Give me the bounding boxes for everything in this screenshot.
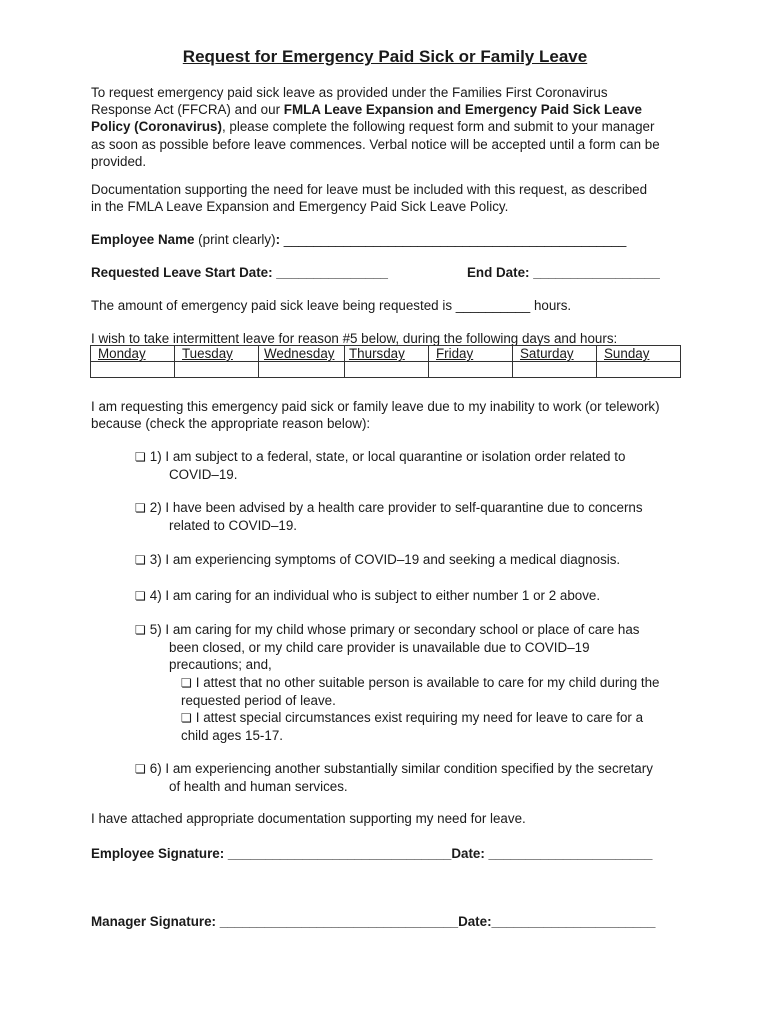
employee-name-label: Employee Name [91,232,195,247]
reason-3 [135,551,620,569]
reason-6 [135,760,653,795]
day-header-cell [513,346,597,362]
employee-name-blank[interactable]: ______________________________________________ [280,232,627,247]
reason-text: I attest that no other suitable person is available to care for my child during the [195,674,660,690]
day-header-cell [429,346,513,362]
leave-start-date-blank[interactable]: _______________ [272,265,389,280]
page-title: Request for Emergency Paid Sick or Family Leave [182,47,588,66]
intro-line: as soon as possible before leave commences. Verbal notice will be accepted until a form can be [91,136,660,152]
reason-line: precautions; and, [169,657,272,673]
checkbox-icon[interactable]: ❏ [135,501,146,515]
intro-paragraph [91,84,660,170]
friday-hours-cell[interactable] [429,362,513,378]
employee-signature-blank[interactable]: ______________________________ [224,846,452,861]
end-date-label: End Date: [467,265,530,280]
reasons-intro [91,398,660,432]
checkbox-icon[interactable]: ❏ [135,589,146,603]
reason-line [135,621,660,639]
day-label: Monday [98,346,146,361]
intro-line [91,118,660,135]
days-hours-row [91,362,681,378]
day-label: Sunday [604,346,650,361]
thursday-hours-cell[interactable] [345,362,429,378]
checkbox-icon[interactable]: ❏ [135,762,146,776]
wednesday-hours-cell[interactable] [259,362,345,378]
employee-date-label: Date: [451,846,485,861]
employee-signature-field[interactable] [91,845,652,862]
days-header-row [91,346,681,362]
end-date-blank[interactable]: _________________ [529,265,660,280]
documentation-paragraph [91,181,647,215]
manager-signature-blank[interactable]: ________________________________ [216,914,459,929]
checkbox-icon[interactable]: ❏ [135,623,146,637]
day-label: Friday [436,346,474,361]
monday-hours-cell[interactable] [91,362,175,378]
reasons-intro-line: because (check the appropriate reason below): [91,416,371,432]
reason-text: I attest special circumstances exist requiring my need for leave to care for a [195,710,644,726]
reason-2 [135,499,643,534]
saturday-hours-cell[interactable] [513,362,597,378]
reason-line [135,448,625,466]
reason-5a [135,674,660,692]
intro-line [91,101,660,118]
sunday-hours-cell[interactable] [597,362,681,378]
policy-name: FMLA Leave Expansion and Emergency Paid Sick Leave [283,102,642,118]
employee-name-colon: : [275,232,281,247]
reason-text: 5) I am caring for my child whose primary or secondary school or place of care has [149,622,640,637]
documentation-line: Documentation supporting the need for leave must be included with this request, as described [91,182,648,197]
reasons-intro-line: I am requesting this emergency paid sick or family leave due to my inability to work (or telework) [91,399,660,414]
reason-line [135,551,620,569]
day-header-cell [259,346,345,362]
intro-line: To request emergency paid sick leave as provided under the Families First Coronavirus [91,85,608,100]
reason-5 [135,621,660,744]
day-label: Tuesday [182,346,233,361]
reason-text: 3) I am experiencing symptoms of COVID–19 and seeking a medical diagnosis. [149,552,621,567]
employee-date-blank[interactable]: ______________________ [484,846,653,861]
end-date-field[interactable] [467,264,660,281]
reason-line: been closed, or my child care provider is unavailable due to COVID–19 [169,640,590,656]
hours-requested-text: The amount of emergency paid sick leave being requested is [91,298,456,313]
day-header-cell [91,346,175,362]
reason-text: 2) I have been advised by a health care provider to self-quarantine due to concerns [149,500,643,515]
employee-signature-label: Employee Signature: [91,846,225,861]
hours-requested-unit: hours. [530,298,572,313]
hours-requested-blank[interactable]: __________ [455,298,531,313]
checkbox-icon[interactable]: ❏ [181,711,192,726]
reason-1 [135,448,625,483]
documentation-attached-statement: I have attached appropriate documentation supporting my need for leave. [91,811,526,826]
reason-line: requested period of leave. [181,692,336,708]
checkbox-icon[interactable]: ❏ [135,450,146,464]
day-header-cell [597,346,681,362]
reason-4 [135,587,600,605]
documentation-line: in the FMLA Leave Expansion and Emergency Paid Sick Leave Policy. [91,199,509,215]
reason-text: 1) I am subject to a federal, state, or local quarantine or isolation order related to [149,449,626,464]
intro-line: provided. [91,153,147,169]
intermittent-days-table [90,345,681,378]
day-header-cell [345,346,429,362]
reason-line: related to COVID–19. [169,518,298,534]
reason-text: 6) I am experiencing another substantially similar condition specified by the secretary [149,761,653,776]
reason-line [135,499,643,517]
intro-text: , please complete the following request form and submit to your manager [221,119,655,135]
checkbox-icon[interactable]: ❏ [181,675,192,690]
leave-start-date-label: Requested Leave Start Date: [91,265,273,280]
intermittent-intro: I wish to take intermittent leave for reason #5 below, during the following days and hours: [91,331,618,346]
policy-name: Policy (Coronavirus) [91,119,222,135]
reason-line [135,760,653,778]
day-label: Thursday [349,346,405,361]
tuesday-hours-cell[interactable] [175,362,259,378]
reason-line: COVID–19. [169,467,238,483]
hours-requested-field[interactable] [91,297,571,314]
reason-line: child ages 15-17. [181,728,283,744]
employee-name-hint: (print clearly) [194,232,276,247]
manager-signature-field[interactable] [91,913,655,930]
reason-line [135,587,600,605]
day-label: Wednesday [264,346,335,361]
day-label: Saturday [520,346,574,361]
reason-5b [135,709,660,727]
manager-signature-label: Manager Signature: [91,914,217,929]
intro-text: Response Act (FFCRA) and our [91,102,284,118]
manager-date-blank[interactable]: ______________________ [491,914,656,929]
checkbox-icon[interactable]: ❏ [135,553,146,567]
leave-start-date-field[interactable] [91,264,388,281]
reason-text: 4) I am caring for an individual who is subject to either number 1 or 2 above. [149,588,601,603]
reason-line: of health and human services. [169,779,348,795]
employee-name-field[interactable] [91,231,626,248]
manager-date-label: Date: [458,914,492,929]
day-header-cell [175,346,259,362]
